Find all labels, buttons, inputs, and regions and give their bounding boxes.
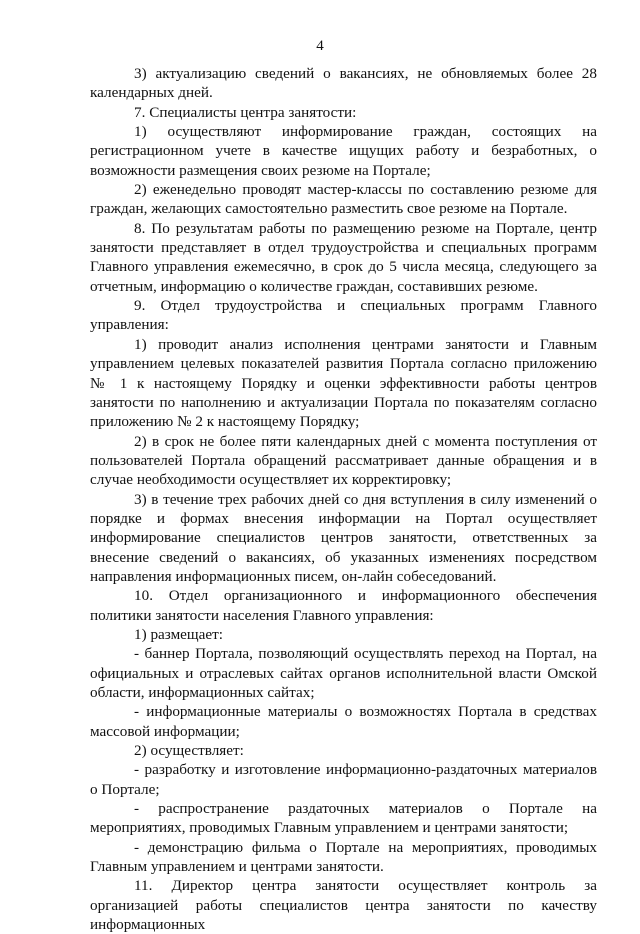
paragraph: 10. Отдел организационного и информационного обеспечения политики занятости населения Главного управления:: [90, 587, 597, 624]
paragraph: 9. Отдел трудоустройства и специальных программ Главного управления:: [90, 297, 597, 334]
page-number: 4: [316, 38, 324, 54]
paragraph: - разработку и изготовление информационно-раздаточных материалов о Портале;: [90, 761, 597, 798]
paragraph: 11. Директор центра занятости осуществляет контроль за организацией работы специалистов центра занятости по качеству информационных: [90, 877, 597, 934]
paragraph: 2) в срок не более пяти календарных дней с момента поступления от пользователей Портала обращений рассматривает данные обращения и в случае необходимости осуществляет их корректировку;: [90, 432, 597, 489]
paragraph: - распространение раздаточных материалов о Портале на мероприятиях, проводимых Главным управлением и центрами занятости;: [90, 800, 597, 837]
paragraph: 8. По результатам работы по размещению резюме на Портале, центр занятости представляет в отдел трудоустройства и специальных программ Главного управления ежемесячно, в срок до 5 числа месяца, следующего за отчетным, информацию о количестве граждан, составивших резюме.: [90, 219, 597, 295]
paragraph: 1) осуществляют информирование граждан, состоящих на регистрационном учете в качестве ищущих работу и безработных, о возможности размещения своих резюме на Портале;: [90, 123, 597, 179]
paragraph: 2) еженедельно проводят мастер-классы по составлению резюме для граждан, желающих самостоятельно разместить свое резюме на Портале.: [90, 181, 597, 218]
paragraph: - баннер Портала, позволяющий осуществлять переход на Портал, на официальных и отраслевых сайтах органов исполнительной власти Омской области, информационных сайтах;: [90, 645, 597, 701]
paragraph: - информационные материалы о возможностях Портала в средствах массовой информации;: [90, 703, 597, 740]
document-body: [90, 64, 597, 934]
paragraph: 3) актуализацию сведений о вакансиях, не обновляемых более 28 календарных дней.: [90, 65, 597, 102]
paragraph: 1) размещает:: [134, 625, 223, 643]
paragraph: 3) в течение трех рабочих дней со дня вступления в силу изменений о порядке и формах внесения информации на Портал осуществляет информирование специалистов центров занятости, ответственных за внесение сведений о вакансиях, об указанных изменениях посредством направления информационных писем, он-лайн собеседований.: [90, 490, 597, 585]
paragraph: 2) осуществляет:: [134, 742, 244, 760]
paragraph: 1) проводит анализ исполнения центрами занятости и Главным управлением целевых показателей развития Портала согласно приложению № 1 к настоящему Порядку и оценки эффективности работы центров занятости по наполнению и актуализации Портала по показателям согласно приложению № 2 к настоящему Порядку;: [90, 335, 597, 431]
paragraph: - демонстрацию фильма о Портале на мероприятиях, проводимых Главным управлением и центрами занятости.: [90, 838, 597, 876]
paragraph: 7. Специалисты центра занятости:: [134, 103, 357, 121]
